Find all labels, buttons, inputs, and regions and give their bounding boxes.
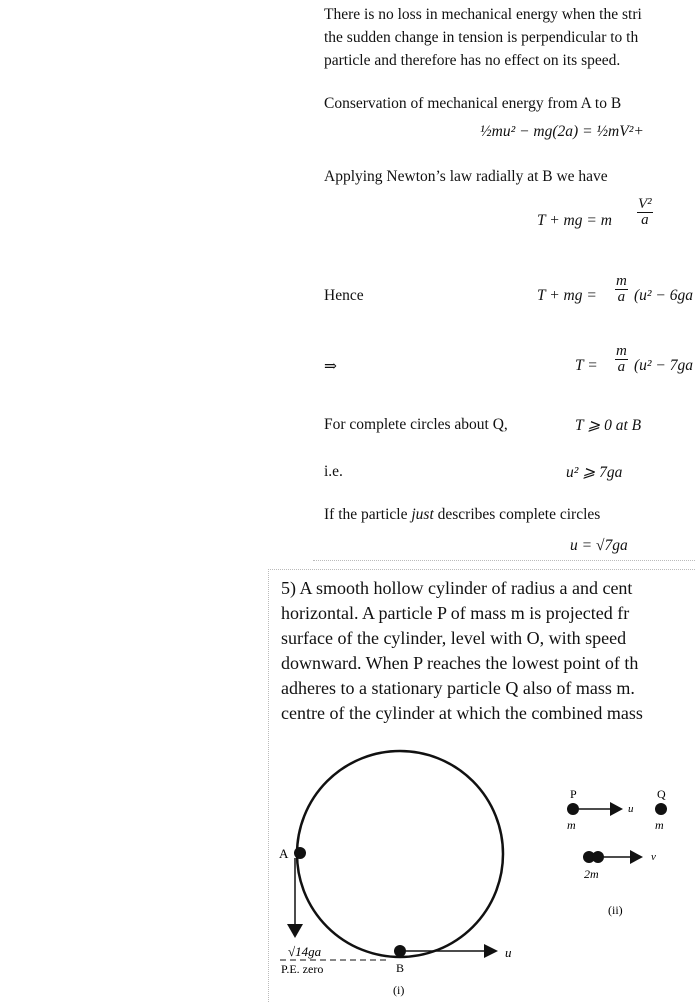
solution-line-1: There is no loss in mechanical energy when the stri [324,6,642,23]
question-line-1: 5) A smooth hollow cylinder of radius a and cent [281,578,633,598]
energy-equation: ½mu² − mg(2a) = ½mV²+ [480,123,644,140]
question-line-2: horizontal. A particle P of mass m is projected fr [281,603,630,623]
particle-q-label: Q [657,787,666,801]
tension-equation-lhs: T = [575,357,598,374]
question-line-6: centre of the cylinder at which the combined mass [281,703,643,723]
pe-zero-label: P.E. zero [281,962,324,976]
just-prefix: If the particle [324,506,412,523]
complete-circles-label: For complete circles about Q, [324,416,508,433]
newton-fraction-denominator: a [641,212,649,228]
particle-q [655,803,667,815]
hence-equation-rhs: (u² − 6ga [634,287,694,304]
drop-arrowhead [287,924,303,938]
particle-p-label: P [570,787,577,801]
solution-line-3: particle and therefore has no effect on its speed. [324,52,621,69]
particle-at-a [294,847,306,859]
p-mass-label: m [567,818,576,832]
q-mass-label: m [655,818,664,832]
hence-equation-lhs: T + mg = [537,287,597,304]
energy-conservation-label: Conservation of mechanical energy from A to B [324,95,622,112]
combined-mass-right [592,851,604,863]
question-line-4: downward. When P reaches the lowest point of th [281,653,639,673]
final-speed-equation: u = √7ga [570,537,628,554]
complete-circles-condition: T ⩾ 0 at B [575,417,642,434]
hence-fraction-denominator: a [617,289,626,305]
point-a-label: A [279,846,289,861]
ie-condition: u² ⩾ 7ga [566,464,623,481]
p-arrowhead [610,802,623,816]
particle-at-b [394,945,406,957]
question-line-3: surface of the cylinder, level with O, with speed [281,628,627,648]
cylinder-circle [297,751,503,957]
tension-fraction-denominator: a [617,359,626,375]
combined-speed-label: v [651,851,656,863]
p-speed-label: u [628,803,634,815]
newton-law-label: Applying Newton’s law radially at B we have [324,168,608,185]
just-suffix: describes complete circles [433,506,601,523]
tension-equation-rhs: (u² − 7ga [634,357,694,374]
figure-ii-caption: (ii) [608,903,623,917]
newton-fraction-numerator: V² [638,196,652,212]
u-arrowhead [484,944,498,958]
implies-symbol: ⇒ [324,358,337,375]
speed-u-label: u [505,945,512,960]
solution-line-2: the sudden change in tension is perpendicular to th [324,29,639,46]
hence-fraction-numerator: m [616,273,627,289]
speed-down-label: √14ga [288,944,322,959]
newton-equation-lhs: T + mg = m [537,212,612,229]
point-b-label: B [396,961,405,975]
tension-fraction-numerator: m [616,343,627,359]
combined-mass-label: 2m [584,867,599,881]
just-word: just [411,506,434,523]
ie-label: i.e. [324,463,343,480]
question-line-5: adheres to a stationary particle Q also of mass m. [281,678,635,698]
particle-p [567,803,579,815]
figure-i-caption: (i) [393,983,405,997]
v-arrowhead [630,850,643,864]
hence-label: Hence [324,287,364,304]
